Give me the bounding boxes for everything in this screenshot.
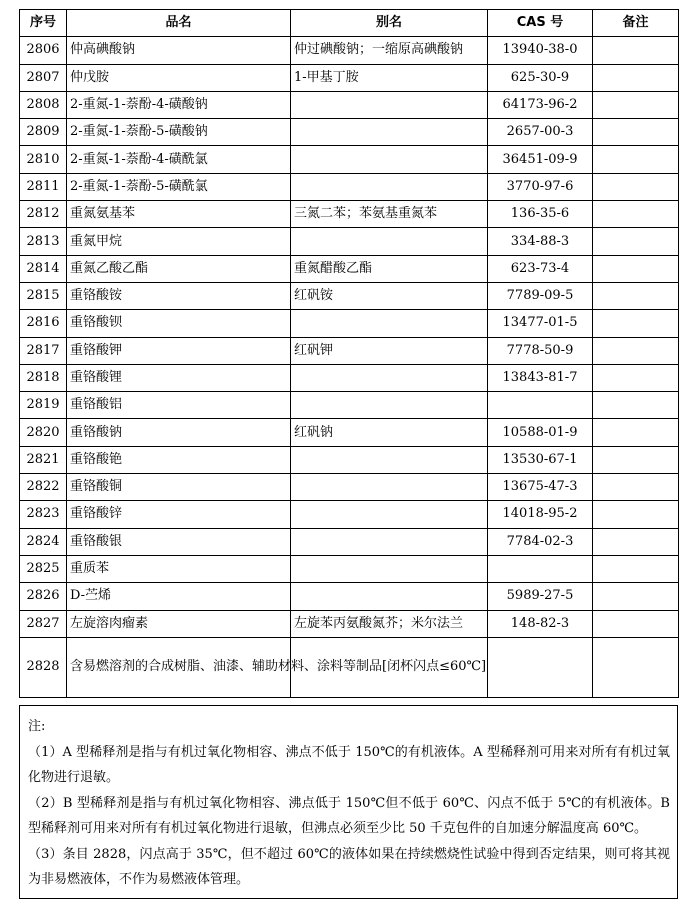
cell-cas: 7778-50-9 xyxy=(488,337,593,364)
cell-name: 重铬酸银 xyxy=(67,528,291,555)
cell-name: 重铬酸铵 xyxy=(67,282,291,309)
cell-name: D-苎烯 xyxy=(67,583,291,610)
cell-seq: 2828 xyxy=(20,637,67,697)
cell-remark xyxy=(593,501,679,528)
cell-name: 重氮甲烷 xyxy=(67,228,291,255)
cell-seq: 2823 xyxy=(20,501,67,528)
cell-alias xyxy=(291,146,488,173)
cell-remark xyxy=(593,91,679,118)
cell-alias xyxy=(291,228,488,255)
cell-remark xyxy=(593,446,679,473)
cell-seq: 2817 xyxy=(20,337,67,364)
cell-remark xyxy=(593,419,679,446)
cell-cas: 13843-81-7 xyxy=(488,364,593,391)
cell-name: 重铬酸铜 xyxy=(67,474,291,501)
chemical-table xyxy=(19,9,679,698)
cell-alias: 左旋苯丙氨酸氮芥；米尔法兰 xyxy=(291,610,488,637)
cell-cas: 36451-09-9 xyxy=(488,146,593,173)
cell-name: 2-重氮-1-萘酚-4-磺酸钠 xyxy=(67,91,291,118)
table-row xyxy=(20,310,679,337)
table-row xyxy=(20,446,679,473)
cell-cas: 64173-96-2 xyxy=(488,91,593,118)
cell-name: 重铬酸锌 xyxy=(67,501,291,528)
cell-seq: 2822 xyxy=(20,474,67,501)
cell-remark xyxy=(593,555,679,582)
cell-seq: 2827 xyxy=(20,610,67,637)
cell-alias: 仲过碘酸钠；一缩原高碘酸钠 xyxy=(291,37,488,64)
note-2: （2）B 型稀释剂是指与有机过氧化物相容、沸点低于 150℃但不低于 60℃、闪点不低于 5℃的有机液体。B 型稀释剂可用来对所有有机过氧化物进行退敏，但沸点必须至少比 50 千克包件的自加速分解温度高 60℃。 xyxy=(28,795,670,836)
cell-cas: 136-35-6 xyxy=(488,201,593,228)
cell-seq: 2811 xyxy=(20,173,67,200)
cell-cas: 13940-38-0 xyxy=(488,37,593,64)
cell-remark xyxy=(593,201,679,228)
cell-cas: 2657-00-3 xyxy=(488,119,593,146)
cell-alias: 重氮醋酸乙酯 xyxy=(291,255,488,282)
cell-alias xyxy=(291,173,488,200)
cell-alias: 三氮二苯；苯氨基重氮苯 xyxy=(291,201,488,228)
cell-name: 重质苯 xyxy=(67,555,291,582)
table-row xyxy=(20,91,679,118)
cell-seq: 2815 xyxy=(20,282,67,309)
cell-remark xyxy=(593,474,679,501)
cell-cas: 5989-27-5 xyxy=(488,583,593,610)
cell-remark xyxy=(593,310,679,337)
table-row xyxy=(20,528,679,555)
cell-remark xyxy=(593,528,679,555)
cell-alias xyxy=(291,501,488,528)
cell-alias xyxy=(291,583,488,610)
cell-seq: 2814 xyxy=(20,255,67,282)
cell-seq: 2821 xyxy=(20,446,67,473)
cell-cas: 10588-01-9 xyxy=(488,419,593,446)
cell-cas: 13530-67-1 xyxy=(488,446,593,473)
notes-box xyxy=(19,705,678,899)
table-row xyxy=(20,337,679,364)
cell-cas: 13675-47-3 xyxy=(488,474,593,501)
cell-alias xyxy=(291,91,488,118)
table-row xyxy=(20,201,679,228)
cell-seq: 2808 xyxy=(20,91,67,118)
table-row xyxy=(20,637,679,697)
table-body xyxy=(20,37,679,698)
cell-name: 重铬酸铯 xyxy=(67,446,291,473)
cell-cas: 13477-01-5 xyxy=(488,310,593,337)
table-row xyxy=(20,119,679,146)
table-row xyxy=(20,474,679,501)
cell-seq: 2813 xyxy=(20,228,67,255)
cell-cas: 625-30-9 xyxy=(488,64,593,91)
cell-name: 仲高碘酸钠 xyxy=(67,37,291,64)
cell-alias xyxy=(291,446,488,473)
cell-alias: 红矾钾 xyxy=(291,337,488,364)
table-header-row xyxy=(20,10,679,37)
cell-seq: 2806 xyxy=(20,37,67,64)
cell-remark xyxy=(593,364,679,391)
table-row xyxy=(20,255,679,282)
cell-remark xyxy=(593,228,679,255)
table-row xyxy=(20,64,679,91)
cell-cas: 7784-02-3 xyxy=(488,528,593,555)
cell-name: 重铬酸钡 xyxy=(67,310,291,337)
table-row xyxy=(20,610,679,637)
table-row xyxy=(20,146,679,173)
cell-cas: 334-88-3 xyxy=(488,228,593,255)
table-row xyxy=(20,37,679,64)
cell-name: 含易燃溶剂的合成树脂、油漆、辅助材料、涂料等制品[闭杯闪点≤60℃] xyxy=(67,637,291,697)
header-alias: 别名 xyxy=(291,10,488,37)
cell-seq: 2818 xyxy=(20,364,67,391)
cell-cas: 623-73-4 xyxy=(488,255,593,282)
cell-alias xyxy=(291,310,488,337)
cell-cas: 7789-09-5 xyxy=(488,282,593,309)
cell-seq: 2820 xyxy=(20,419,67,446)
cell-name: 重铬酸钾 xyxy=(67,337,291,364)
cell-cas: 3770-97-6 xyxy=(488,173,593,200)
cell-name: 左旋溶肉瘤素 xyxy=(67,610,291,637)
cell-cas: 148-82-3 xyxy=(488,610,593,637)
cell-seq: 2819 xyxy=(20,392,67,419)
cell-remark xyxy=(593,337,679,364)
cell-name: 2-重氮-1-萘酚-5-磺酸钠 xyxy=(67,119,291,146)
cell-remark xyxy=(593,282,679,309)
cell-remark xyxy=(593,583,679,610)
cell-alias xyxy=(291,474,488,501)
note-3: （3）条目 2828，闪点高于 35℃，但不超过 60℃的液体如果在持续燃烧性试验中得到否定结果，则可将其视为非易燃液体，不作为易燃液体管理。 xyxy=(28,846,670,887)
cell-alias: 红矾钠 xyxy=(291,419,488,446)
cell-alias xyxy=(291,364,488,391)
cell-name: 重铬酸锂 xyxy=(67,364,291,391)
cell-remark xyxy=(593,637,679,697)
notes-title: 注: xyxy=(28,719,46,734)
cell-seq: 2825 xyxy=(20,555,67,582)
cell-alias xyxy=(291,119,488,146)
table-row xyxy=(20,173,679,200)
cell-remark xyxy=(593,37,679,64)
cell-cas xyxy=(488,637,593,697)
cell-seq: 2824 xyxy=(20,528,67,555)
cell-alias xyxy=(291,528,488,555)
cell-remark xyxy=(593,392,679,419)
table-row xyxy=(20,364,679,391)
cell-name: 重铬酸钠 xyxy=(67,419,291,446)
header-remark: 备注 xyxy=(593,10,679,37)
cell-remark xyxy=(593,146,679,173)
cell-alias: 红矾铵 xyxy=(291,282,488,309)
cell-name: 重铬酸铝 xyxy=(67,392,291,419)
cell-cas: 14018-95-2 xyxy=(488,501,593,528)
cell-seq: 2809 xyxy=(20,119,67,146)
cell-name: 重氮乙酸乙酯 xyxy=(67,255,291,282)
cell-seq: 2810 xyxy=(20,146,67,173)
cell-name: 重氮氨基苯 xyxy=(67,201,291,228)
cell-alias xyxy=(291,555,488,582)
table-row xyxy=(20,555,679,582)
cell-alias xyxy=(291,392,488,419)
cell-remark xyxy=(593,173,679,200)
header-seq: 序号 xyxy=(20,10,67,37)
table-row xyxy=(20,501,679,528)
cell-seq: 2807 xyxy=(20,64,67,91)
cell-seq: 2826 xyxy=(20,583,67,610)
header-name: 品名 xyxy=(67,10,291,37)
cell-name: 仲戊胺 xyxy=(67,64,291,91)
table-row xyxy=(20,419,679,446)
cell-cas xyxy=(488,392,593,419)
note-1: （1）A 型稀释剂是指与有机过氧化物相容、沸点不低于 150℃的有机液体。A 型稀释剂可用来对所有有机过氧化物进行退敏。 xyxy=(28,744,670,785)
cell-alias: 1-甲基丁胺 xyxy=(291,64,488,91)
cell-remark xyxy=(593,119,679,146)
cell-name: 2-重氮-1-萘酚-4-磺酰氯 xyxy=(67,146,291,173)
table-row xyxy=(20,392,679,419)
table-row xyxy=(20,282,679,309)
cell-name: 2-重氮-1-萘酚-5-磺酰氯 xyxy=(67,173,291,200)
cell-seq: 2812 xyxy=(20,201,67,228)
cell-remark xyxy=(593,610,679,637)
table-row xyxy=(20,583,679,610)
table-row xyxy=(20,228,679,255)
cell-cas xyxy=(488,555,593,582)
header-cas: CAS 号 xyxy=(488,10,593,37)
cell-remark xyxy=(593,64,679,91)
cell-remark xyxy=(593,255,679,282)
cell-seq: 2816 xyxy=(20,310,67,337)
